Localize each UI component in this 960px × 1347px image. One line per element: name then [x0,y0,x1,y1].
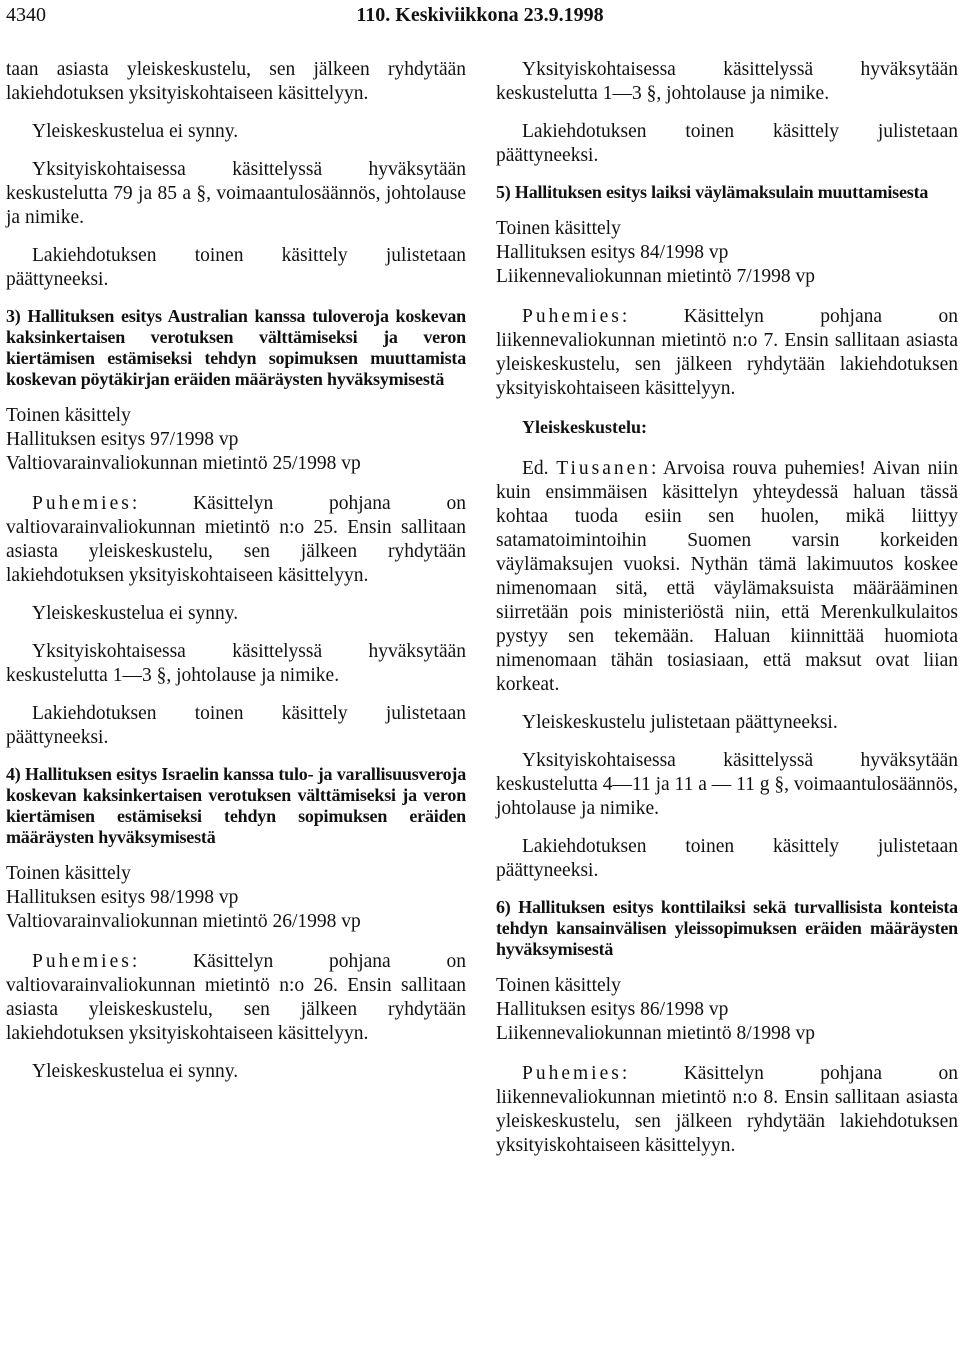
speaker-name: Puhemies [522,1063,622,1084]
reading-label: Toinen käsittely [6,405,131,426]
paragraph: Yleiskeskustelua ei synny. [32,121,239,142]
paragraph: Yleiskeskustelua ei synny. [32,1061,239,1082]
reading-label: Toinen käsittely [496,975,621,996]
government-proposal: Hallituksen esitys 86/1998 vp [496,999,729,1020]
item-5-references [496,217,958,289]
paragraph: Yleiskeskustelua ei synny. [32,603,239,624]
speaker-paragraph [496,457,958,697]
item-3-heading: 3) Hallituksen esitys Australian kanssa tuloveroja koskevan kaksinkertaisen verotuksen välttämiseksi ja veron kiertämisen estämiseksi tehdyn sopimuksen muuttamista koskevan pöytäkirjan eräiden määräysten hyväksymisestä [6,306,466,389]
item-4-references [6,862,466,934]
speech-text: : Käsittelyn pohjana on valtiovarainvaliokunnan mietintö n:o 25. Ensin sallitaan asiasta yleiskeskustelu, sen jälkeen ryhdytään lakiehdotuksen yksityiskohtaiseen käsittelyyn. [6,493,466,586]
committee-report: Liikennevaliokunnan mietintö 7/1998 vp [496,266,815,287]
speaker-paragraph [6,950,466,1046]
paragraph: Lakiehdotuksen toinen käsittely julistetaan päättyneeksi. [496,836,958,881]
paragraph: Yksityiskohtaisessa käsittelyssä hyväksytään keskustelutta 79 ja 85 a §, voimaantulosäännös, johtolause ja nimike. [6,159,466,228]
reading-label: Toinen käsittely [6,863,131,884]
government-proposal: Hallituksen esitys 98/1998 vp [6,887,239,908]
paragraph: Lakiehdotuksen toinen käsittely julistetaan päättyneeksi. [496,121,958,166]
item-6-references [496,974,958,1046]
speaker-name: Puhemies [522,306,622,327]
speech-text: : Käsittelyn pohjana on liikennevaliokunnan mietintö n:o 8. Ensin sallitaan asiasta yleiskeskustelu, sen jälkeen ryhdytään lakiehdotuksen yksityiskohtaiseen käsittelyyn. [496,1063,958,1156]
committee-report: Valtiovarainvaliokunnan mietintö 25/1998 vp [6,453,361,474]
government-proposal: Hallituksen esitys 84/1998 vp [496,242,729,263]
paragraph: Yksityiskohtaisessa käsittelyssä hyväksytään keskustelutta 4—11 ja 11 a — 11 g §, voimaantulosäännös, johtolause ja nimike. [496,750,958,819]
item-4-heading: 4) Hallituksen esitys Israelin kanssa tulo- ja varallisuusveroja koskevan kaksinkertaisen verotuksen välttämiseksi ja veron kiertämisen estämiseksi tehdyn sopimuksen eräiden määräysten hyväksymisestä [6,764,466,847]
speaker-name: Puhemies [32,493,132,514]
header-title: 110. Keskiviikkona 23.9.1998 [356,4,604,26]
item-5-heading: 5) Hallituksen esitys laiksi väylämaksulain muuttamisesta [496,182,929,202]
government-proposal: Hallituksen esitys 97/1998 vp [6,429,239,450]
page-header [6,4,954,34]
paragraph: taan asiasta yleiskeskustelu, sen jälkeen ryhdytään lakiehdotuksen yksityiskohtaiseen käsittelyyn. [6,59,466,104]
speaker-name: Puhemies [32,951,132,972]
speaker-name: Tiusanen [556,458,652,479]
speaker-prefix: Ed. [522,458,557,479]
left-column [6,58,466,1084]
speech-text: : Käsittelyn pohjana on valtiovarainvaliokunnan mietintö n:o 26. Ensin sallitaan asiasta yleiskeskustelu, sen jälkeen ryhdytään lakiehdotuksen yksityiskohtaiseen käsittelyyn. [6,951,466,1044]
paragraph: Yleiskeskustelu julistetaan päättyneeksi. [522,712,838,733]
speaker-paragraph [6,492,466,588]
committee-report: Liikennevaliokunnan mietintö 8/1998 vp [496,1023,815,1044]
item-6-heading: 6) Hallituksen esitys konttilaiksi sekä turvallisista konteista tehdyn kansainvälisen yleissopimuksen eräiden määräysten hyväksymisestä [496,897,958,959]
paragraph: Lakiehdotuksen toinen käsittely julistetaan päättyneeksi. [6,703,466,748]
paragraph: Lakiehdotuksen toinen käsittely julistetaan päättyneeksi. [6,245,466,290]
speech-text: : Arvoisa rouva puhemies! Aivan niin kuin ensimmäisen käsittelyn yhteydessä haluan tässä kohtaa tuoda esiin sen huolen, mikä liittyy satamatoimintoihin Suomen varsin korkeiden väylämaksujen vuoksi. Nythän tämä lakimuutos koskee nimenomaan sitä, että väylämaksuista määrääminen siirretään pois ministeriöstä niin, että Merenkulkulaitos pystyy sen tekemään. Haluan kiinnittää huomiota nimenomaan tähän tosiasiaan, että maksut ovat liian korkeat. [496,458,958,695]
paragraph: Yksityiskohtaisessa käsittelyssä hyväksytään keskustelutta 1—3 §, johtolause ja nimike. [496,59,958,104]
item-3-references [6,404,466,476]
right-column [496,58,958,1158]
reading-label: Toinen käsittely [496,218,621,239]
paragraph: Yksityiskohtaisessa käsittelyssä hyväksytään keskustelutta 1—3 §, johtolause ja nimike. [6,641,466,686]
speech-text: : Käsittelyn pohjana on liikennevaliokunnan mietintö n:o 7. Ensin sallitaan asiasta yleiskeskustelu, sen jälkeen ryhdytään lakiehdotuksen yksityiskohtaiseen käsittelyyn. [496,306,958,399]
page-number: 4340 [6,4,46,26]
general-debate-heading: Yleiskeskustelu: [522,417,648,437]
speaker-paragraph [496,1062,958,1158]
committee-report: Valtiovarainvaliokunnan mietintö 26/1998 vp [6,911,361,932]
speaker-paragraph [496,305,958,401]
